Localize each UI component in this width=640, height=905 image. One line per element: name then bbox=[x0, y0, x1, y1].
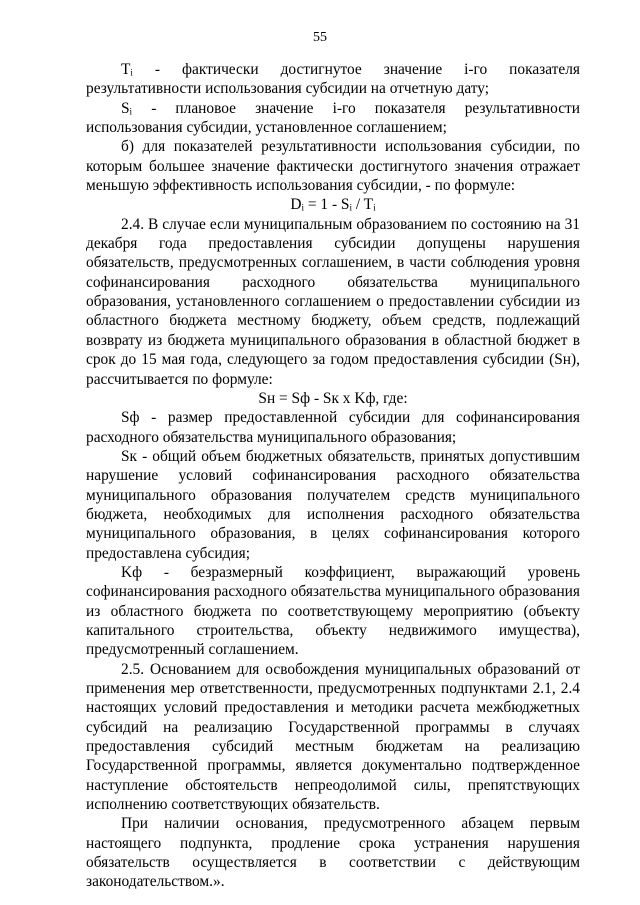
formula-sn: Sн = Sф - Sк x Kф, где: bbox=[258, 389, 408, 407]
paragraph-si-definition: Sᵢ - плановое значение i-го показателя результативности использования субсидии, установленное соглашением; bbox=[86, 99, 580, 137]
document-body bbox=[86, 60, 580, 892]
formula-di: Dᵢ = 1 - Sᵢ / Tᵢ bbox=[290, 196, 376, 214]
paragraph-2-5: 2.5. Основанием для освобождения муниципальных образований от применения мер ответственности, предусмотренных подпунктами 2.1, 2.4 настоящих условий предоставления и методики расчета межбюджетных субсидий на реализацию Государственной программы в случаях предоставления субсидий местным бюджетам на реализацию Государственной программы, является документально подтвержденное наступление обстоятельств непреодолимой силы, препятствующих исполнению соответствующих обязательств. bbox=[86, 660, 580, 814]
paragraph-sk-definition: Sк - общий объем бюджетных обязательств, принятых допустившим нарушение условий софинансирования расходного обязательства муниципального образования получателем средств муниципального бюджета, необходимых для исполнения расходного обязательства муниципального образования, в целях софинансирования которого предоставлена субсидия; bbox=[86, 447, 580, 562]
page-number: 55 bbox=[313, 30, 327, 45]
paragraph-final: При наличии основания, предусмотренного абзацем первым настоящего подпункта, продление срока устранения нарушения обязательств осуществляется в соответствии с действующим законодательством.». bbox=[86, 815, 580, 891]
paragraph-ti-definition: Tᵢ - фактически достигнутое значение i-го показателя результативности использования субсидии на отчетную дату; bbox=[86, 61, 580, 98]
paragraph-kf-definition: Kф - безразмерный коэффициент, выражающий уровень софинансирования расходного обязательства муниципального образования из областного бюджета по соответствующему мероприятию (объекту капитального строительства, объекту недвижимого имущества), предусмотренный соглашением. bbox=[86, 563, 580, 659]
paragraph-sf-definition: Sф - размер предоставленной субсидии для софинансирования расходного обязательства муниципального образования; bbox=[86, 409, 580, 446]
paragraph-b-clause: б) для показателей результативности использования субсидии, по которым большее значение фактически достигнутого значения отражает меньшую эффективность использования субсидии, - по формуле: bbox=[86, 138, 580, 195]
paragraph-2-4: 2.4. В случае если муниципальным образованием по состоянию на 31 декабря года предоставления субсидии допущены нарушения обязательств, предусмотренных соглашением, в части соблюдения уровня софинансирования расходного обязательства муниципального образования, установленного соглашением о предоставлении субсидии из областного бюджета местному бюджету, объем средств, подлежащий возврату из бюджета муниципального образования в областной бюджет в срок до 15 мая года, следующего за годом предоставления субсидии (Sн), рассчитывается по формуле: bbox=[86, 215, 580, 388]
